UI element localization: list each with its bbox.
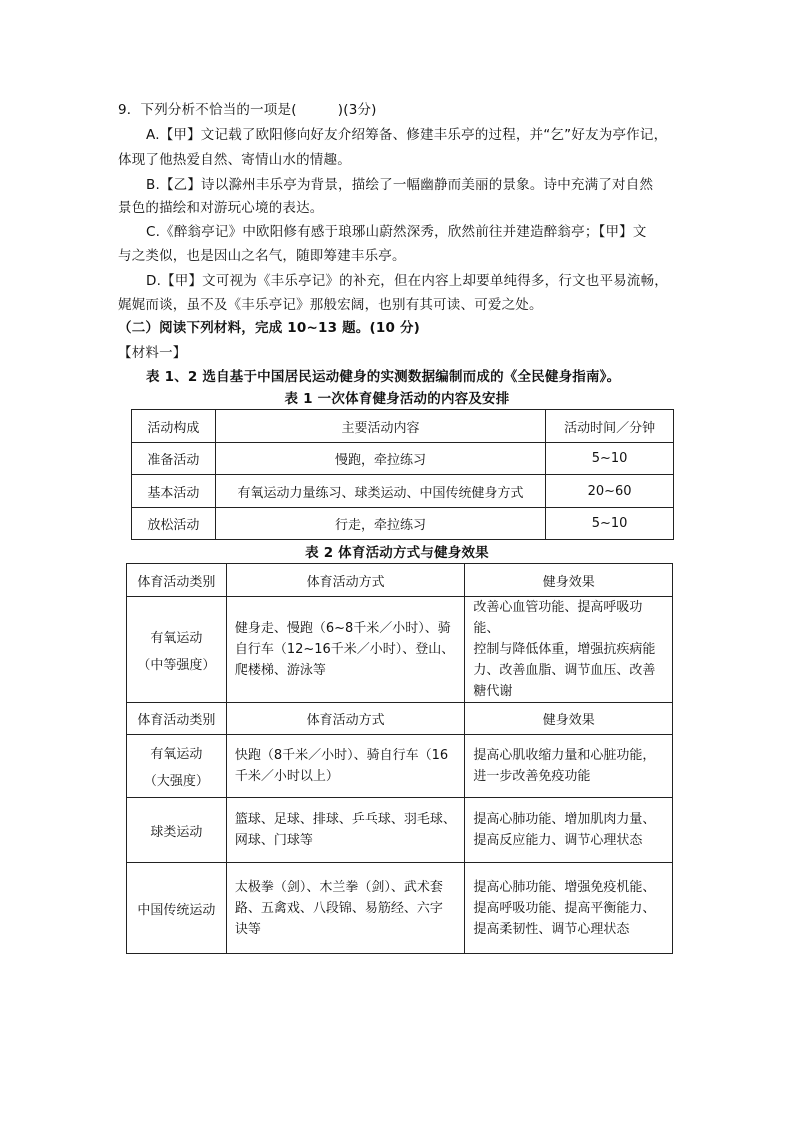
table-2-header-cell: 体育活动方式	[226, 564, 465, 597]
question-9-stem: 9．下列分析不恰当的一项是( )(3分)	[118, 102, 377, 118]
method-line: 网球、门球等	[234, 833, 313, 848]
category-label: 有氧运动	[150, 747, 203, 762]
table-2-header-row	[127, 703, 673, 735]
category-label: 中国传统运动	[137, 902, 216, 918]
category-cell	[127, 597, 227, 703]
category-cell	[127, 863, 227, 954]
option-a-line-1: A.【甲】文记载了欧阳修向好友介绍筹备、修建丰乐亭的过程，并“乞”好友为亭作记，	[146, 127, 668, 143]
table-1-header-cell: 活动构成	[132, 410, 216, 443]
table-cell: 基本活动	[132, 475, 216, 508]
table-cell: 行走，牵拉练习	[215, 508, 545, 540]
table-cell: 放松活动	[132, 508, 216, 540]
method-line: 快跑（8千米／小时）、骑自行车（16	[234, 748, 449, 763]
table-2-header-cell: 健身效果	[465, 703, 673, 735]
table-1-header-row	[132, 410, 674, 443]
table-row	[127, 597, 673, 703]
effect-line: 糖代谢	[473, 684, 513, 699]
table-2-caption: 表 2 体育活动方式与健身效果	[305, 545, 489, 561]
table-1-caption: 表 1 一次体育健身活动的内容及安排	[284, 391, 510, 407]
table-row	[132, 508, 674, 540]
table-1	[131, 409, 674, 540]
option-d-line-1: D.【甲】文可视为《丰乐亭记》的补充，但在内容上却要单纯得多，行文也平易流畅，	[146, 273, 668, 289]
table-2-header-row	[127, 564, 673, 597]
option-b-line-1: B.【乙】诗以滁州丰乐亭为背景，描绘了一幅幽静而美丽的景象。诗中充满了对自然	[146, 177, 654, 193]
table-2-header-cell: 体育活动类别	[127, 564, 227, 597]
table-row	[127, 863, 673, 954]
table-cell: 有氧运动力量练习、球类运动、中国传统健身方式	[215, 475, 545, 508]
effect-line: 改善心血管功能、提高呼吸功能、	[473, 600, 643, 636]
table-cell: 慢跑，牵拉练习	[215, 443, 545, 475]
tables-intro: 表 1、2 选自基于中国居民运动健身的实测数据编制而成的《全民健身指南》。	[146, 369, 621, 385]
effect-line: 进一步改善免疫功能	[473, 769, 591, 784]
effect-cell	[465, 597, 673, 703]
method-line: 健身走、慢跑（6~8千米／小时）、骑	[234, 621, 451, 636]
method-cell	[226, 597, 465, 703]
method-line: 爬楼梯、游泳等	[234, 663, 326, 678]
table-row	[132, 443, 674, 475]
table-row	[127, 735, 673, 798]
table-cell: 5~10	[546, 443, 674, 475]
method-line: 自行车（12~16千米／小时）、登山、	[234, 642, 455, 657]
method-line: 篮球、足球、排球、乒乓球、羽毛球、	[234, 812, 456, 827]
table-cell: 准备活动	[132, 443, 216, 475]
table-1-header-cell: 活动时间／分钟	[546, 410, 674, 443]
category-label: 球类运动	[150, 824, 203, 840]
effect-cell	[465, 863, 673, 954]
method-line: 千米／小时以上）	[234, 769, 339, 784]
table-row	[127, 798, 673, 863]
table-row	[132, 475, 674, 508]
method-cell	[226, 798, 465, 863]
option-b-line-2: 景色的描绘和对游玩心境的表达。	[118, 200, 324, 216]
option-c-line-1: C.《醉翁亭记》中欧阳修有感于琅琊山蔚然深秀，欣然前往并建造醉翁亭；【甲】文	[146, 224, 647, 240]
effect-line: 力、改善血脂、调节血压、改善	[473, 663, 656, 678]
effect-line: 提高心肺功能、增加肌肉力量、	[473, 812, 656, 827]
table-2-header-cell: 体育活动方式	[226, 703, 465, 735]
table-cell: 20~60	[546, 475, 674, 508]
effect-line: 提高反应能力、调节心理状态	[473, 833, 643, 848]
category-intensity: （大强度）	[143, 774, 209, 789]
method-cell	[226, 735, 465, 798]
category-label: 有氧运动	[150, 630, 203, 646]
effect-line: 提高呼吸功能、提高平衡能力、	[473, 900, 656, 916]
effect-line: 提高心肺功能、增强免疫机能、	[473, 879, 656, 895]
method-cell	[226, 863, 465, 954]
category-intensity: （中等强度）	[137, 657, 216, 673]
option-a-line-2: 体现了他热爱自然、寄情山水的情趣。	[118, 152, 351, 168]
effect-line: 提高柔韧性、调节心理状态	[473, 921, 630, 937]
table-1-header-cell: 主要活动内容	[215, 410, 545, 443]
section-2-heading: （二）阅读下列材料，完成 10~13 题。(10 分)	[118, 320, 421, 336]
category-cell	[127, 798, 227, 863]
table-2	[126, 563, 673, 954]
option-c-line-2: 与之类似，也是因山之名气，随即筹建丰乐亭。	[118, 248, 406, 264]
method-line: 路、五禽戏、八段锦、易筋经、六字	[234, 900, 443, 916]
table-2-header-cell: 体育活动类别	[127, 703, 227, 735]
table-cell: 5~10	[546, 508, 674, 540]
category-cell	[127, 735, 227, 798]
material-1-label: 【材料一】	[118, 345, 187, 361]
method-line: 诀等	[234, 921, 261, 937]
option-d-line-2: 娓娓而谈，虽不及《丰乐亭记》那般宏阔，也别有其可读、可爱之处。	[118, 297, 543, 313]
effect-line: 控制与降低体重，增强抗疾病能	[473, 642, 656, 657]
table-2-header-cell: 健身效果	[465, 564, 673, 597]
method-line: 太极拳（剑）、木兰拳（剑）、武术套	[234, 879, 443, 895]
effect-cell	[465, 798, 673, 863]
effect-line: 提高心肌收缩力量和心脏功能，	[473, 748, 656, 763]
effect-cell	[465, 735, 673, 798]
